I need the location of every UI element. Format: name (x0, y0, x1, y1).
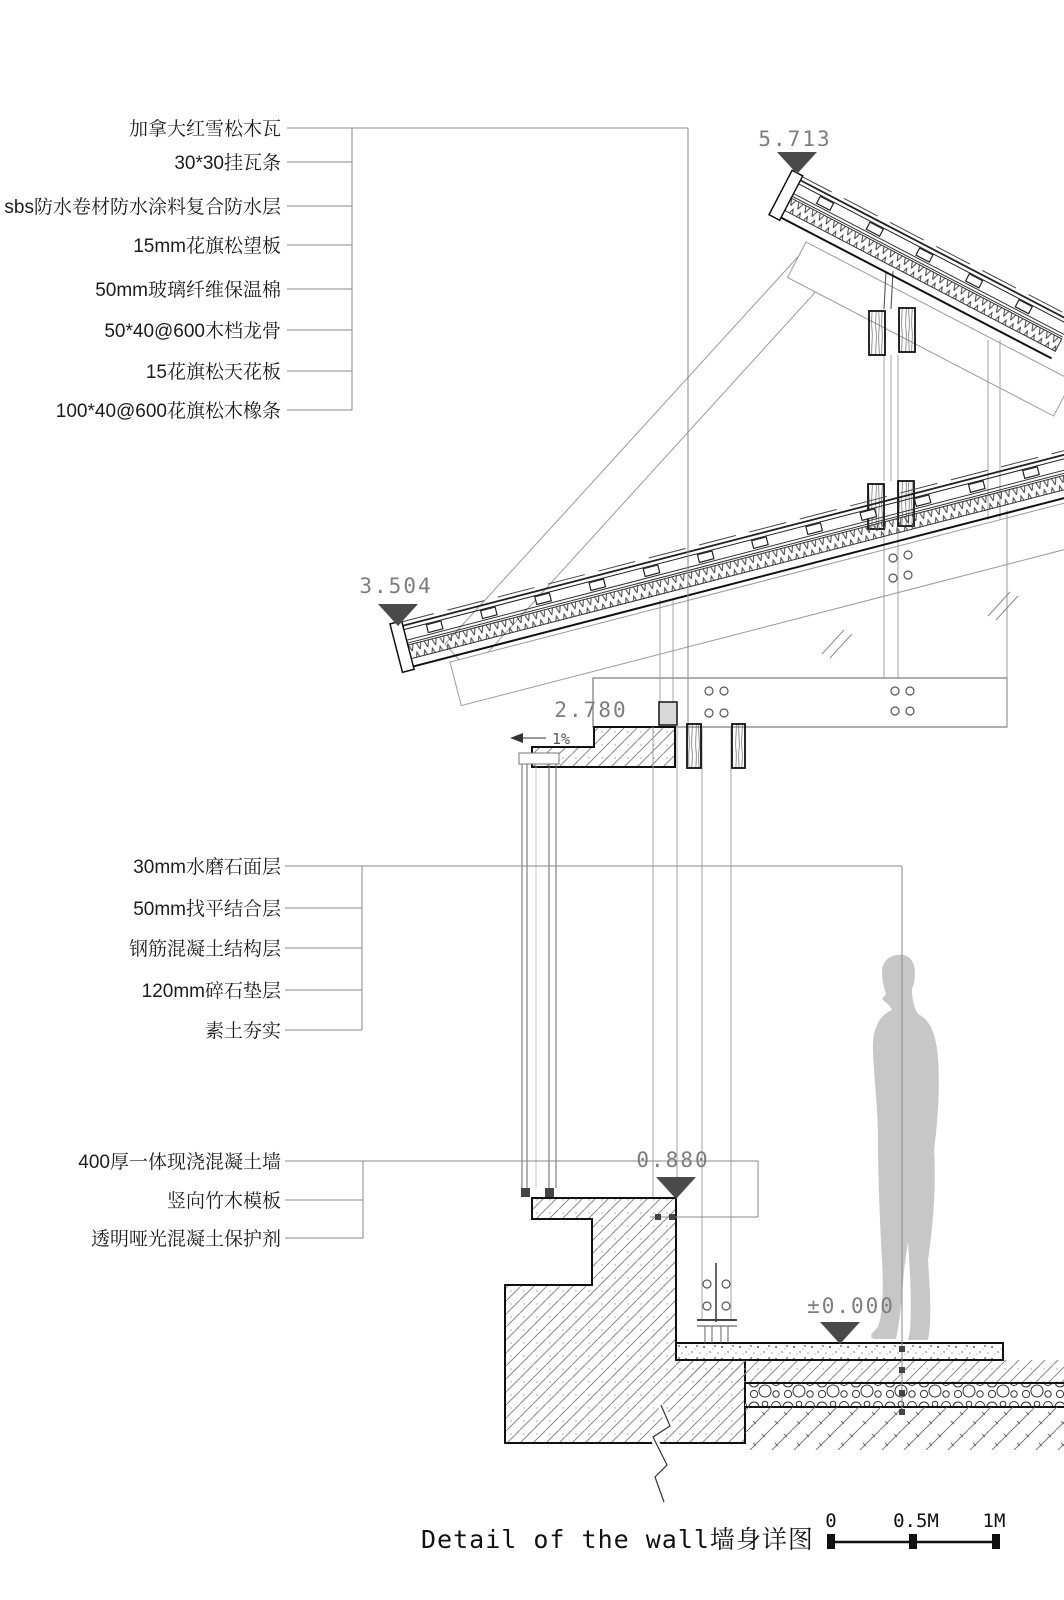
human-silhouette (871, 955, 939, 1340)
column-clamp-blocks (687, 724, 745, 768)
elevation-value: ±0.000 (807, 1294, 895, 1318)
elevation-marker-ridge (758, 127, 831, 174)
elevation-value: 5.713 (758, 127, 832, 151)
window-sill-fittings (521, 1188, 554, 1197)
wall-layer-label: 400厚一体现浇混凝土墙 (78, 1152, 281, 1173)
elevation-value: 2.780 (554, 698, 628, 722)
scale-label-1m: 1M (982, 1510, 1006, 1532)
elevation-value: 3.504 (359, 574, 433, 598)
scale-label-05m: 0.5M (893, 1510, 939, 1532)
interior-column (687, 724, 745, 1343)
floor-layer-label: 钢筋混凝土结构层 (128, 939, 281, 960)
floor-layer-label: 120mm碎石垫层 (141, 981, 281, 1002)
roof-layer-label: 100*40@600花旗松木橡条 (55, 401, 281, 422)
wall-layer-label: 透明哑光混凝土保护剂 (90, 1229, 281, 1250)
elevation-value: 0.880 (636, 1148, 710, 1172)
structural-concrete-layer (676, 1360, 1064, 1383)
interior-face-lines (653, 727, 677, 1198)
elevation-triangle-icon (820, 1322, 860, 1344)
elevation-marker-ceiling (554, 698, 627, 722)
roof-layer-label: sbs防水卷材防水涂料复合防水层 (4, 197, 281, 218)
scale-label-0: 0 (825, 1510, 837, 1532)
elevation-marker-sill (636, 1148, 709, 1199)
slope-annotation (510, 730, 570, 748)
terrazzo-slab (676, 1343, 1003, 1360)
wall-layer-label: 竖向竹木模板 (166, 1191, 281, 1212)
elevation-triangle-icon (777, 152, 817, 174)
slope-label: 1% (552, 730, 571, 748)
facade-window (519, 753, 559, 1197)
elevation-marker-eave (359, 574, 432, 626)
roof-layer-label: 15mm花旗松望板 (133, 236, 281, 257)
roof-layer-label: 30*30挂瓦条 (174, 153, 281, 174)
roof-layer-label: 加拿大红雪松木瓦 (128, 119, 281, 140)
drawing-title: Detail of the wall墙身详图 (421, 1525, 814, 1554)
elevation-triangle-icon (656, 1177, 696, 1199)
roof-layer-label: 50*40@600木档龙骨 (104, 321, 281, 342)
floor-layer-label: 素土夯实 (204, 1021, 281, 1042)
scale-bar (825, 1510, 1005, 1549)
floor-layer-labels (129, 856, 281, 1042)
roof-layer-label: 50mm玻璃纤维保温棉 (95, 280, 281, 301)
roof-layer-labels (4, 118, 281, 422)
floor-layer-label: 30mm水磨石面层 (133, 857, 281, 878)
floor-layer-label: 50mm找平结合层 (133, 899, 281, 920)
roof-layer-label: 15花旗松天花板 (145, 362, 281, 383)
wall-layer-labels (78, 1151, 281, 1250)
mullion-sill-block (659, 702, 677, 725)
